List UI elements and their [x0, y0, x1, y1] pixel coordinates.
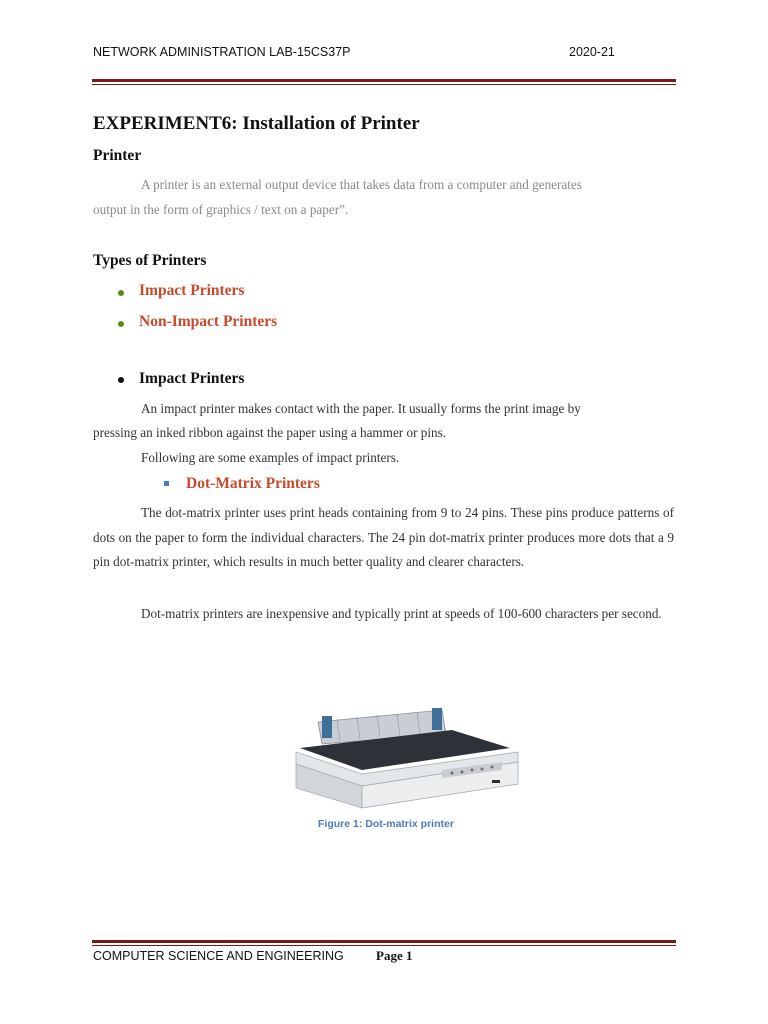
footer-rule-thin — [92, 945, 676, 946]
footer-rule-thick — [92, 940, 676, 943]
impact-para2: Following are some examples of impact printers. — [141, 450, 400, 465]
impact-heading: Impact Printers — [139, 370, 245, 387]
running-header-year: 2020-21 — [569, 45, 615, 59]
dot-matrix-para1: The dot-matrix printer uses print heads containing from 9 to 24 pins. These pins produce patterns of dots on the paper to form the individual characters. The 24 pin dot-matrix printer produces more dots that a 9 pin dot-matrix printer, which results in much better quality and clearer characters. — [93, 505, 674, 569]
footer-department: COMPUTER SCIENCE AND ENGINEERING — [93, 949, 344, 963]
types-heading: Types of Printers — [93, 252, 207, 269]
bullet-dot — [118, 321, 124, 327]
header-rule-thick — [92, 79, 676, 82]
dot-matrix-printer-image — [292, 704, 520, 810]
figure-caption: Figure 1: Dot-matrix printer — [318, 818, 454, 830]
footer-page-number: Page 1 — [376, 948, 413, 963]
running-header-title: NETWORK ADMINISTRATION LAB-15CS37P — [93, 45, 351, 59]
impact-para1-line1: An impact printer makes contact with the paper. It usually forms the print image by — [141, 401, 581, 416]
type-item-non-impact: Non-Impact Printers — [139, 313, 278, 330]
dot-matrix-para2: Dot-matrix printers are inexpensive and typically print at speeds of 100-600 characters per second. — [141, 606, 662, 621]
type-item-impact: Impact Printers — [139, 282, 245, 299]
bullet-dot — [118, 290, 124, 296]
printer-heading: Printer — [93, 147, 142, 164]
experiment-title: EXPERIMENT6: Installation of Printer — [93, 113, 420, 134]
dot-matrix-heading: Dot-Matrix Printers — [186, 475, 320, 492]
header-rule-thin — [92, 84, 676, 85]
bullet-dot — [118, 377, 124, 383]
printer-para-line2: output in the form of graphics / text on a paper”. — [93, 202, 349, 217]
printer-para-line1: A printer is an external output device that takes data from a computer and generates — [141, 177, 582, 192]
square-bullet-icon — [164, 481, 169, 486]
impact-para1-line2: pressing an inked ribbon against the paper using a hammer or pins. — [93, 425, 447, 440]
